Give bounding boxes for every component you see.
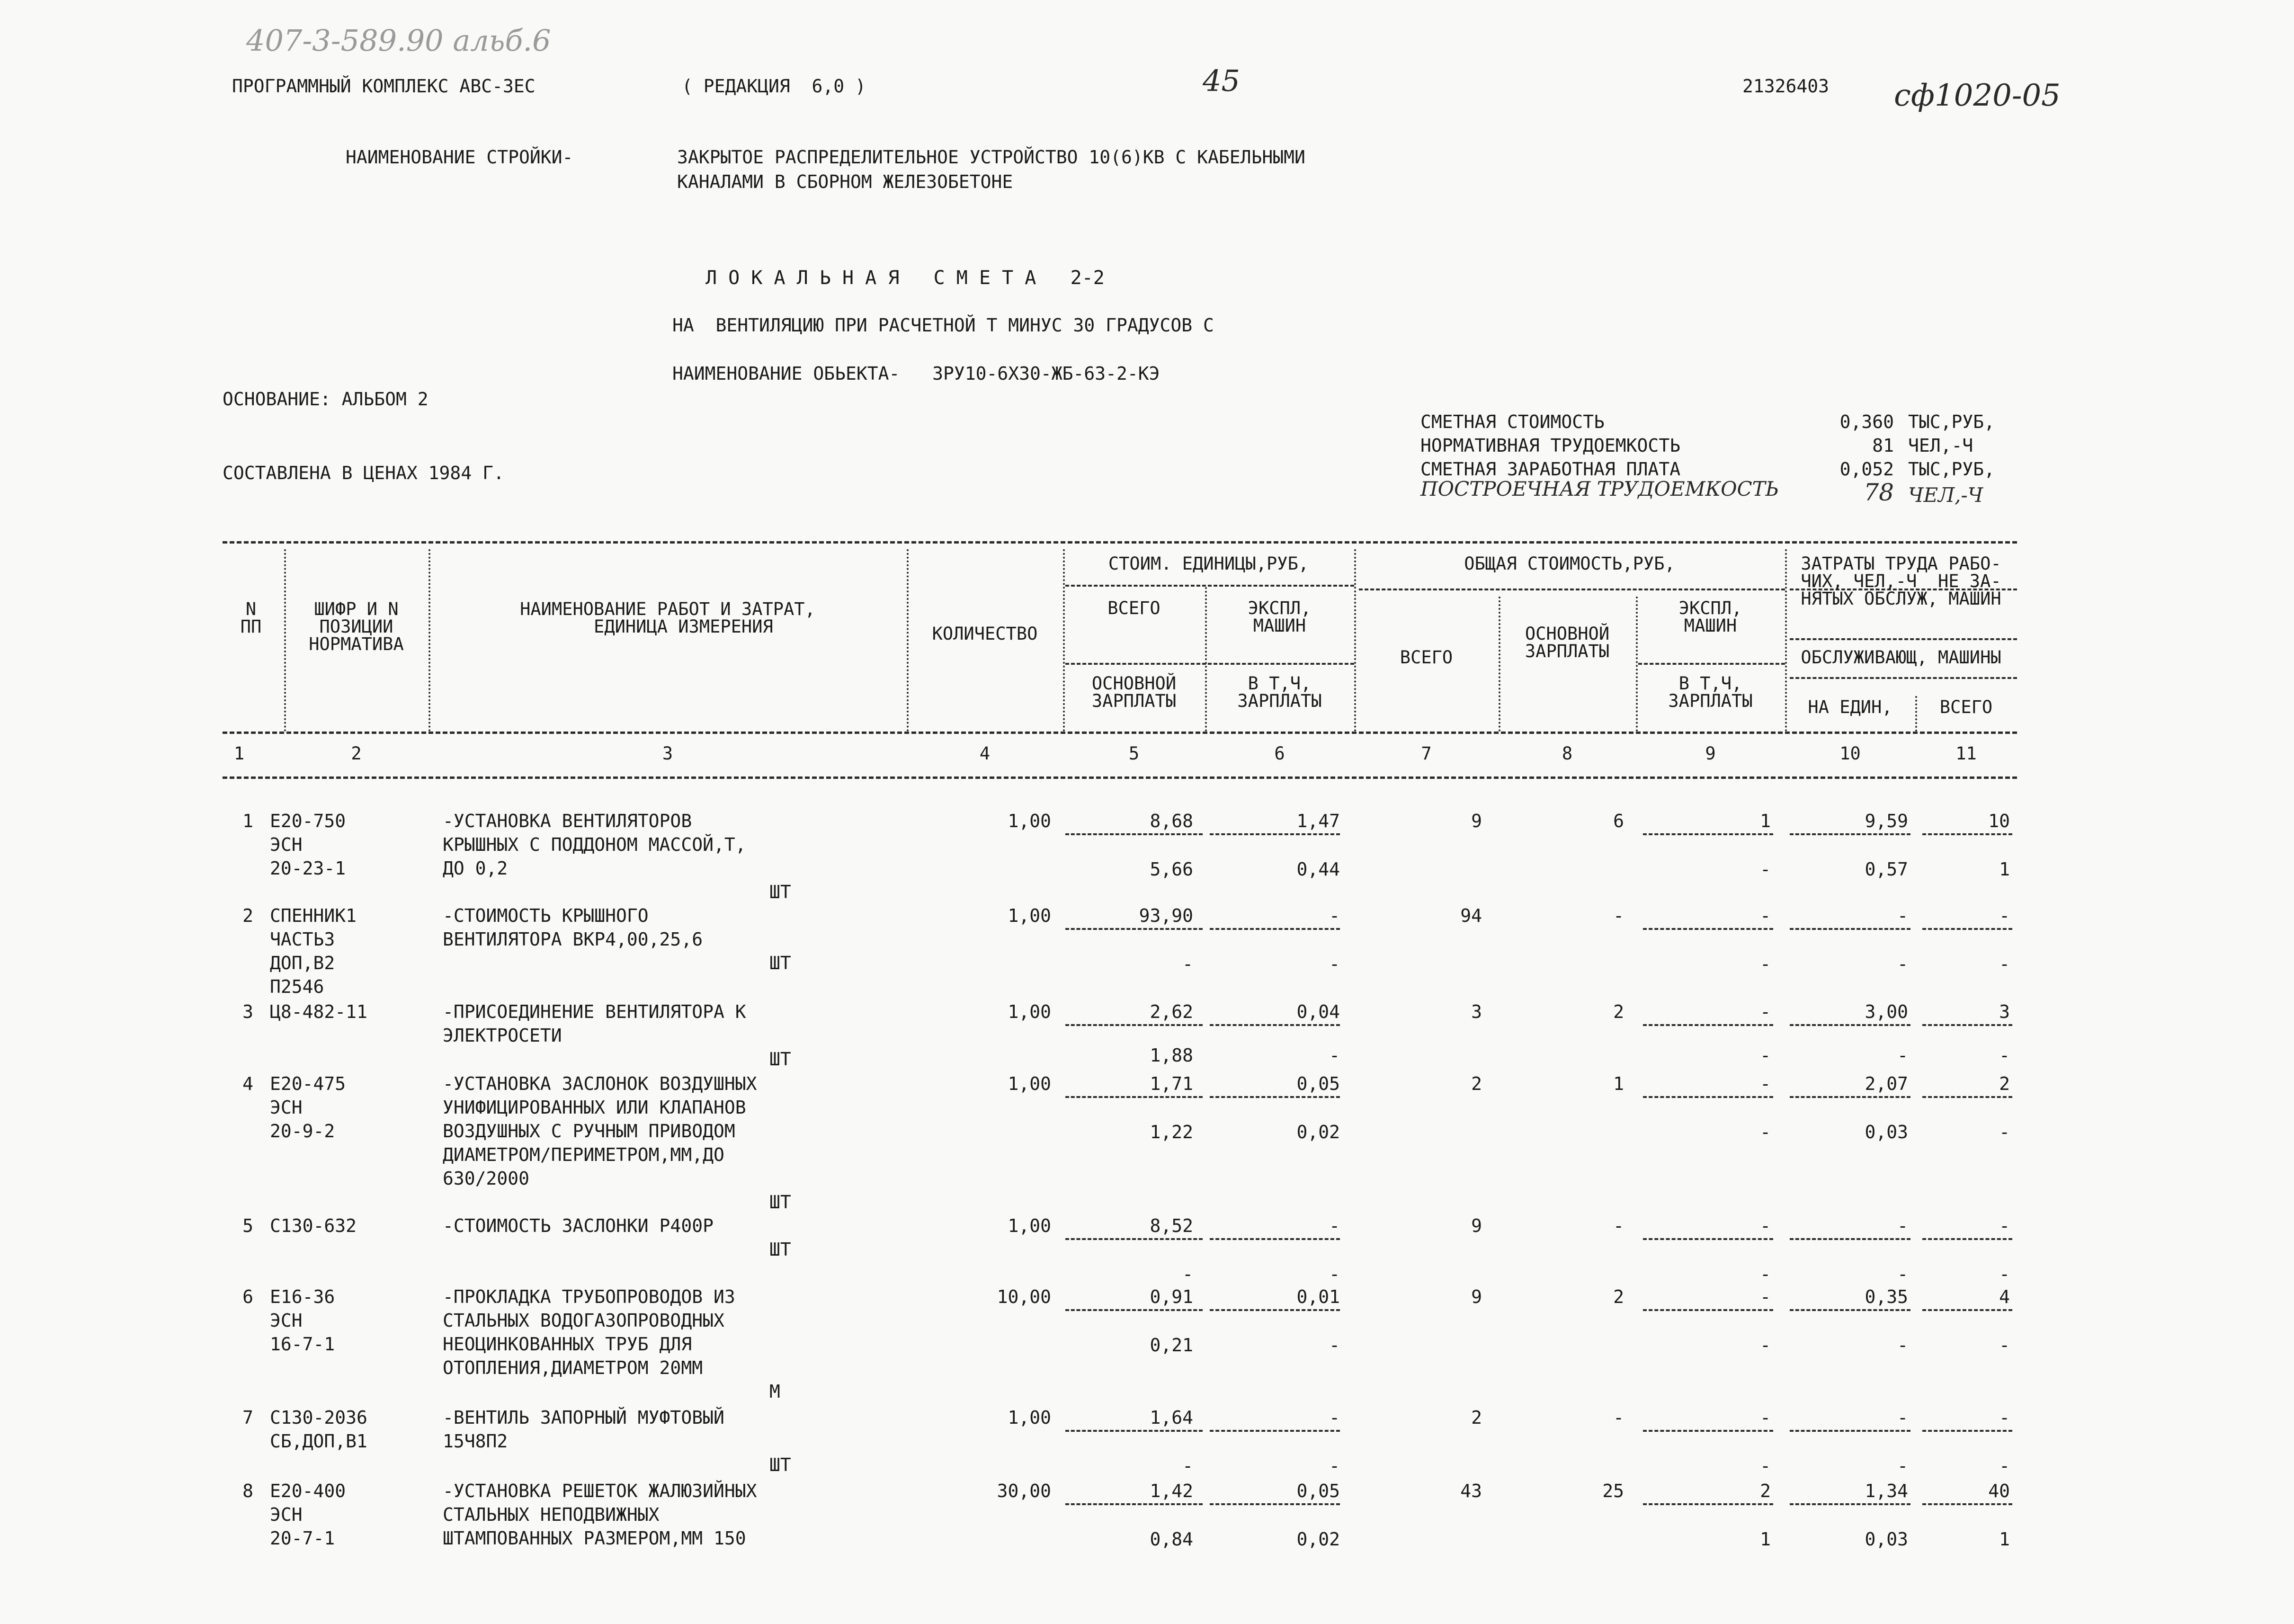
row-rule-10 (1790, 1096, 1910, 1098)
row-name: -СТОИМОСТЬ КРЫШНОГО (443, 905, 649, 926)
row-name: ВОЗДУШНЫХ С РУЧНЫМ ПРИВОДОМ (443, 1121, 735, 1142)
row-total: 9 (1471, 1286, 1482, 1307)
row-total-machines: 2 (1760, 1481, 1771, 1501)
row-rule-10 (1790, 1238, 1910, 1240)
row-number: 2 (242, 905, 253, 926)
row-unit-total: 8,52 (1150, 1215, 1193, 1236)
row-rule-9 (1643, 1024, 1773, 1026)
row-qty: 1,00 (1008, 1001, 1051, 1022)
row-labor-per-unit: 2,07 (1865, 1073, 1908, 1094)
document-code: 21326403 (1742, 76, 1830, 97)
row-total-wages: - (1613, 1407, 1624, 1428)
row-rule-11 (1922, 1024, 2012, 1026)
row-total-machines: 1 (1760, 811, 1771, 831)
row-total-machines: - (1760, 1407, 1771, 1428)
row-unit-total: 0,91 (1150, 1286, 1193, 1307)
row-labor-per-unit: - (1897, 905, 1908, 926)
row-rule-10 (1790, 1430, 1910, 1432)
basis: ОСНОВАНИЕ: АЛЬБОМ 2 (223, 389, 428, 410)
row-rule-11 (1922, 1430, 2012, 1432)
row-name: ЭЛЕКТРОСЕТИ (443, 1025, 562, 1046)
row-qty: 1,00 (1008, 905, 1051, 926)
handwritten-album-ref: 407-3-589.90 альб.6 (246, 23, 551, 58)
row-unit-machines: 0,05 (1296, 1481, 1340, 1501)
row-unit-wages: 1,22 (1150, 1122, 1193, 1142)
row-unit-machines: 0,05 (1296, 1073, 1340, 1094)
row-unit-machines: - (1329, 905, 1340, 926)
row-name: СТАЛЬНЫХ ВОДОГАЗОПРОВОДНЫХ (443, 1310, 724, 1331)
th-unit-incl-wages: В Т,Ч, ЗАРПЛАТЫ (1237, 673, 1322, 711)
row-labor-total: 4 (1999, 1286, 2010, 1307)
row-unit: М (769, 1381, 780, 1402)
row-total-wages: 2 (1613, 1001, 1624, 1022)
row-rule-11 (1922, 1309, 2012, 1311)
handwritten-labor-label: ПОСТРОЕЧНАЯ ТРУДОЕМКОСТЬ (1420, 477, 1779, 500)
row-name: -УСТАНОВКА ЗАСЛОНОК ВОЗДУШНЫХ (443, 1073, 757, 1094)
row-unit-wages: - (1182, 1264, 1193, 1285)
row-total-incl-wages: - (1760, 1045, 1771, 1066)
row-rule-5 (1065, 928, 1203, 930)
col-separator (428, 549, 430, 732)
row-unit-total: 8,68 (1150, 811, 1193, 831)
row-qty: 1,00 (1008, 1407, 1051, 1428)
col-number: 1 (233, 743, 245, 764)
col-number: 4 (979, 743, 991, 764)
row-unit-machines: 0,04 (1296, 1001, 1340, 1022)
row-name: 15Ч8П2 (443, 1431, 508, 1452)
row-rule-5 (1065, 1309, 1203, 1311)
row-number: 6 (242, 1286, 253, 1307)
row-name: -ПРИСОЕДИНЕНИЕ ВЕНТИЛЯТОРА К (443, 1001, 746, 1022)
row-total-incl-wages: - (1760, 1335, 1771, 1356)
row-code: СПЕННИК1 (270, 905, 357, 926)
row-name: ОТОПЛЕНИЯ,ДИАМЕТРОМ 20ММ (443, 1357, 703, 1378)
header-inner-rule (1790, 638, 2017, 640)
row-labor-total: - (1999, 1407, 2010, 1428)
row-code: П2546 (270, 976, 324, 997)
row-name: ШТАМПОВАННЫХ РАЗМЕРОМ,ММ 150 (443, 1528, 746, 1549)
row-total-incl-wages: - (1760, 954, 1771, 974)
th-total-all: ВСЕГО (1400, 647, 1453, 668)
row-rule-11 (1922, 1503, 2012, 1505)
row-labor-machines-per-unit: 0,03 (1865, 1529, 1908, 1550)
row-labor-machines-total: - (1999, 1455, 2010, 1476)
row-rule-5 (1065, 833, 1203, 835)
row-unit-machines: 0,01 (1296, 1286, 1340, 1307)
row-number: 7 (242, 1407, 253, 1428)
row-rule-6 (1210, 1309, 1340, 1311)
th-code: ШИФР И N ПОЗИЦИИ НОРМАТИВА (309, 599, 404, 654)
row-total-incl-wages: - (1760, 859, 1771, 880)
row-total-wages: 2 (1613, 1286, 1624, 1307)
row-total: 9 (1471, 811, 1482, 831)
row-unit-machines: - (1329, 1215, 1340, 1236)
summary-label: НОРМАТИВНАЯ ТРУДОЕМКОСТЬ (1420, 435, 1681, 456)
col-separator (1354, 549, 1356, 732)
row-rule-10 (1790, 1503, 1910, 1505)
row-unit: ШТ (769, 953, 791, 973)
row-rule-6 (1210, 1096, 1340, 1098)
construction-name-line1: ЗАКРЫТОЕ РАСПРЕДЕЛИТЕЛЬНОЕ УСТРОЙСТВО 10(6)КВ С КАБЕЛЬНЫМИ (677, 147, 1305, 168)
row-unit-total: 93,90 (1139, 905, 1193, 926)
row-code: 20-23-1 (270, 858, 346, 879)
row-rule-11 (1922, 1096, 2012, 1098)
row-name: ВЕНТИЛЯТОРА ВКР4,00,25,6 (443, 929, 703, 950)
summary-value: 0,360 (1839, 411, 1894, 432)
th-unit-wages: ОСНОВНОЙ ЗАРПЛАТЫ (1091, 673, 1177, 711)
row-labor-machines-per-unit: 0,03 (1865, 1122, 1908, 1142)
row-unit-total: 2,62 (1150, 1001, 1193, 1022)
row-name: -ВЕНТИЛЬ ЗАПОРНЫЙ МУФТОВЫЙ (443, 1407, 724, 1428)
row-number: 3 (242, 1001, 253, 1022)
row-number: 5 (242, 1215, 253, 1236)
row-unit-incl-wages: - (1329, 1264, 1340, 1285)
row-total-wages: 1 (1613, 1073, 1624, 1094)
row-rule-10 (1790, 833, 1910, 835)
row-unit: ШТ (769, 882, 791, 902)
row-unit-incl-wages: - (1329, 954, 1340, 974)
summary-value: 81 (1872, 435, 1894, 456)
row-name: 630/2000 (443, 1168, 530, 1189)
row-labor-machines-total: - (1999, 1335, 2010, 1356)
row-name: СТАЛЬНЫХ НЕПОДВИЖНЫХ (443, 1504, 660, 1525)
row-labor-machines-total: - (1999, 1045, 2010, 1066)
row-name: ДИАМЕТРОМ/ПЕРИМЕТРОМ,ММ,ДО (443, 1144, 724, 1165)
th-labor-machines: ОБСЛУЖИВАЮЩ, МАШИНЫ (1801, 647, 2001, 668)
header-inner-rule (1359, 589, 1785, 590)
row-qty: 30,00 (997, 1481, 1051, 1501)
row-rule-10 (1790, 1024, 1910, 1026)
col-number: 5 (1128, 743, 1140, 764)
row-rule-5 (1065, 1430, 1203, 1432)
row-total-machines: - (1760, 1286, 1771, 1307)
row-labor-machines-total: - (1999, 954, 2010, 974)
row-unit-incl-wages: - (1329, 1045, 1340, 1066)
document-title: Л О К А Л Ь Н А Я С М Е Т А 2-2 (705, 267, 1105, 289)
row-code: Е20-475 (270, 1073, 346, 1094)
row-unit: ШТ (769, 1239, 791, 1260)
row-code: Е16-36 (270, 1286, 335, 1307)
row-rule-11 (1922, 928, 2012, 930)
th-total-group: ОБЩАЯ СТОИМОСТЬ,РУБ, (1464, 553, 1675, 574)
row-total-machines: - (1760, 1001, 1771, 1022)
row-labor-total: - (1999, 1215, 2010, 1236)
summary-label: СМЕТНАЯ СТОИМОСТЬ (1420, 411, 1605, 432)
row-code: СБ,ДОП,В1 (270, 1431, 367, 1452)
row-qty: 1,00 (1008, 1215, 1051, 1236)
summary-unit: ЧЕЛ,-Ч (1908, 435, 1973, 456)
th-unit-cost-group: СТОИМ. ЕДИНИЦЫ,РУБ, (1108, 553, 1309, 574)
row-total: 2 (1471, 1073, 1482, 1094)
row-name: -ПРОКЛАДКА ТРУБОПРОВОДОВ ИЗ (443, 1286, 735, 1307)
col-number: 8 (1562, 743, 1573, 764)
row-total-incl-wages: - (1760, 1455, 1771, 1476)
th-total-incl-wages: В Т,Ч, ЗАРПЛАТЫ (1668, 673, 1753, 711)
row-labor-total: 10 (1988, 811, 2010, 831)
row-unit: ШТ (769, 1454, 791, 1475)
row-total-wages: - (1613, 905, 1624, 926)
col-number: 7 (1421, 743, 1432, 764)
row-qty: 1,00 (1008, 811, 1051, 831)
row-name: УНИФИЦИРОВАННЫХ ИЛИ КЛАПАНОВ (443, 1097, 746, 1118)
row-name: -УСТАНОВКА РЕШЕТОК ЖАЛЮЗИЙНЫХ (443, 1481, 757, 1501)
row-labor-machines-per-unit: - (1897, 954, 1908, 974)
row-code: Ц8-482-11 (270, 1001, 367, 1022)
row-rule-5 (1065, 1503, 1203, 1505)
row-rule-9 (1643, 1309, 1773, 1311)
row-total-machines: - (1760, 1215, 1771, 1236)
row-code: 20-9-2 (270, 1121, 335, 1142)
row-unit-total: 1,64 (1150, 1407, 1193, 1428)
th-labor-group: ЗАТРАТЫ ТРУДА РАБО- ЧИХ, ЧЕЛ,-Ч НЕ ЗА- НЯТЫХ ОБСЛУЖ, МАШИН (1801, 553, 2001, 609)
row-code: ЭСН (270, 1504, 303, 1525)
row-number: 8 (242, 1481, 253, 1501)
row-labor-machines-per-unit: - (1897, 1455, 1908, 1476)
row-rule-10 (1790, 928, 1910, 930)
row-unit-incl-wages: 0,02 (1296, 1122, 1340, 1142)
row-number: 1 (242, 811, 253, 831)
row-rule-6 (1210, 928, 1340, 930)
col-number: 11 (1955, 743, 1977, 764)
row-labor-machines-total: - (1999, 1264, 2010, 1285)
row-labor-machines-total: - (1999, 1122, 2010, 1142)
row-total-incl-wages: - (1760, 1122, 1771, 1142)
handwritten-labor-unit: ЧЕЛ,-Ч (1908, 483, 1983, 507)
row-code: С130-632 (270, 1215, 357, 1236)
row-rule-5 (1065, 1238, 1203, 1240)
header-inner-rule (1065, 585, 1354, 587)
th-labor-total: ВСЕГО (1939, 697, 1993, 717)
row-rule-11 (1922, 833, 2012, 835)
row-unit-wages: 5,66 (1150, 859, 1193, 880)
th-total-machines: ЭКСПЛ, МАШИН (1678, 598, 1742, 636)
row-rule-6 (1210, 833, 1340, 835)
row-rule-9 (1643, 1096, 1773, 1098)
row-unit-machines: 1,47 (1296, 811, 1340, 831)
row-number: 4 (242, 1073, 253, 1094)
summary-unit: ТЫС,РУБ, (1908, 459, 1995, 480)
row-code: ЭСН (270, 1310, 303, 1331)
row-unit-wages: 0,84 (1150, 1529, 1193, 1550)
row-total-wages: 6 (1613, 811, 1624, 831)
row-name: КРЫШНЫХ С ПОДДОНОМ МАССОЙ,Т, (443, 834, 746, 855)
col-number: 9 (1705, 743, 1716, 764)
row-unit-incl-wages: - (1329, 1335, 1340, 1356)
th-n: N ПП (240, 599, 262, 637)
header-inner-rule (1790, 677, 2017, 679)
row-code: ЭСН (270, 834, 303, 855)
row-labor-per-unit: - (1897, 1215, 1908, 1236)
row-name: НЕОЦИНКОВАННЫХ ТРУБ ДЛЯ (443, 1334, 692, 1355)
row-code: ЧАСТЬ3 (270, 929, 335, 950)
handwritten-labor-value: 78 (1864, 479, 1894, 506)
summary-label: СМЕТНАЯ ЗАРАБОТНАЯ ПЛАТА (1420, 459, 1681, 480)
header-top-rule (223, 541, 2017, 544)
col-number: 2 (351, 743, 362, 764)
row-rule-10 (1790, 1309, 1910, 1311)
estimate-subject: НА ВЕНТИЛЯЦИЮ ПРИ РАСЧЕТНОЙ Т МИНУС 30 ГРАДУСОВ С (672, 315, 1214, 336)
row-unit-incl-wages: 0,02 (1296, 1529, 1340, 1550)
summary-unit: ТЫС,РУБ, (1908, 411, 1995, 432)
row-unit: ШТ (769, 1049, 791, 1070)
row-rule-5 (1065, 1024, 1203, 1026)
row-code: ЭСН (270, 1097, 303, 1118)
row-rule-9 (1643, 1238, 1773, 1240)
row-unit-wages: - (1182, 954, 1193, 974)
row-total-wages: - (1613, 1215, 1624, 1236)
row-total: 2 (1471, 1407, 1482, 1428)
row-qty: 1,00 (1008, 1073, 1051, 1094)
row-rule-9 (1643, 1430, 1773, 1432)
th-unit-machines: ЭКСПЛ, МАШИН (1248, 598, 1312, 636)
header-bottom-rule (223, 732, 2017, 734)
price-base: СОСТАВЛЕНА В ЦЕНАХ 1984 Г. (223, 463, 504, 483)
row-rule-6 (1210, 1430, 1340, 1432)
row-total-incl-wages: - (1760, 1264, 1771, 1285)
row-name: ДО 0,2 (443, 858, 508, 879)
row-name: -СТОИМОСТЬ ЗАСЛОНКИ Р400Р (443, 1215, 714, 1236)
row-rule-6 (1210, 1024, 1340, 1026)
row-code: 20-7-1 (270, 1528, 335, 1549)
colnum-bottom-rule (223, 776, 2017, 779)
row-rule-6 (1210, 1503, 1340, 1505)
row-total-machines: - (1760, 1073, 1771, 1094)
row-rule-9 (1643, 928, 1773, 930)
row-labor-machines-total: 1 (1999, 1529, 2010, 1550)
row-unit-wages: 0,21 (1150, 1335, 1193, 1356)
row-total: 94 (1460, 905, 1482, 926)
th-unit-total: ВСЕГО (1107, 598, 1160, 618)
row-labor-per-unit: 1,34 (1865, 1481, 1908, 1501)
row-total-machines: - (1760, 905, 1771, 926)
th-qty: КОЛИЧЕСТВО (932, 624, 1038, 644)
th-labor-per-unit: НА ЕДИН, (1808, 697, 1892, 717)
row-labor-total: 40 (1988, 1481, 2010, 1501)
row-labor-per-unit: - (1897, 1407, 1908, 1428)
row-labor-machines-per-unit: 0,57 (1865, 859, 1908, 880)
col-number: 3 (662, 743, 673, 764)
col-separator (1499, 597, 1500, 732)
row-labor-total: - (1999, 905, 2010, 926)
row-unit-machines: - (1329, 1407, 1340, 1428)
row-unit-wages: - (1182, 1455, 1193, 1476)
row-rule-5 (1065, 1096, 1203, 1098)
handwritten-sheet-code: сф1020-05 (1894, 78, 2061, 113)
row-rule-11 (1922, 1238, 2012, 1240)
row-labor-per-unit: 3,00 (1865, 1001, 1908, 1022)
col-number: 6 (1274, 743, 1285, 764)
row-code: ДОП,В2 (270, 953, 335, 973)
row-unit-incl-wages: 0,44 (1296, 859, 1340, 880)
row-total-wages: 25 (1602, 1481, 1624, 1501)
summary-value: 0,052 (1839, 459, 1894, 480)
row-total: 9 (1471, 1215, 1482, 1236)
row-labor-machines-total: 1 (1999, 859, 2010, 880)
th-total-wages: ОСНОВНОЙ ЗАРПЛАТЫ (1525, 624, 1610, 661)
row-qty: 10,00 (997, 1286, 1051, 1307)
construction-name-line2: КАНАЛАМИ В СБОРНОМ ЖЕЛЕЗОБЕТОНЕ (677, 171, 1013, 192)
row-total-incl-wages: 1 (1760, 1529, 1771, 1550)
row-unit-incl-wages: - (1329, 1455, 1340, 1476)
header-inner-rule (1065, 663, 1354, 665)
program-name: ПРОГРАММНЫЙ КОМПЛЕКС АВС-3ЕС (232, 76, 536, 97)
construction-label: НАИМЕНОВАНИЕ СТРОЙКИ- (346, 147, 573, 168)
row-labor-machines-per-unit: - (1897, 1264, 1908, 1285)
row-labor-machines-per-unit: - (1897, 1335, 1908, 1356)
th-name: НАИМЕНОВАНИЕ РАБОТ И ЗАТРАТ, ЕДИНИЦА ИЗМЕРЕНИЯ (520, 599, 815, 637)
object-name: НАИМЕНОВАНИЕ ОБЬЕКТА- ЗРУ10-6Х30-ЖБ-63-2-КЭ (672, 363, 1160, 384)
row-labor-total: 3 (1999, 1001, 2010, 1022)
row-labor-machines-per-unit: - (1897, 1045, 1908, 1066)
row-unit-total: 1,42 (1150, 1481, 1193, 1501)
row-unit-total: 1,71 (1150, 1073, 1193, 1094)
row-rule-6 (1210, 1238, 1340, 1240)
row-total: 43 (1460, 1481, 1482, 1501)
row-labor-per-unit: 9,59 (1865, 811, 1908, 831)
col-number: 10 (1839, 743, 1861, 764)
row-unit-wages: 1,88 (1150, 1045, 1193, 1066)
handwritten-page-number: 45 (1203, 63, 1240, 98)
row-unit: ШТ (769, 1192, 791, 1213)
row-code: Е20-750 (270, 811, 346, 831)
row-labor-total: 2 (1999, 1073, 2010, 1094)
row-code: 16-7-1 (270, 1334, 335, 1355)
row-total: 3 (1471, 1001, 1482, 1022)
row-rule-9 (1643, 1503, 1773, 1505)
row-code: С130-2036 (270, 1407, 367, 1428)
row-rule-9 (1643, 833, 1773, 835)
row-code: Е20-400 (270, 1481, 346, 1501)
row-name: -УСТАНОВКА ВЕНТИЛЯТОРОВ (443, 811, 692, 831)
row-labor-per-unit: 0,35 (1865, 1286, 1908, 1307)
program-edition: ( РЕДАКЦИЯ 6,0 ) (682, 76, 866, 97)
header-inner-rule (1638, 663, 1785, 665)
